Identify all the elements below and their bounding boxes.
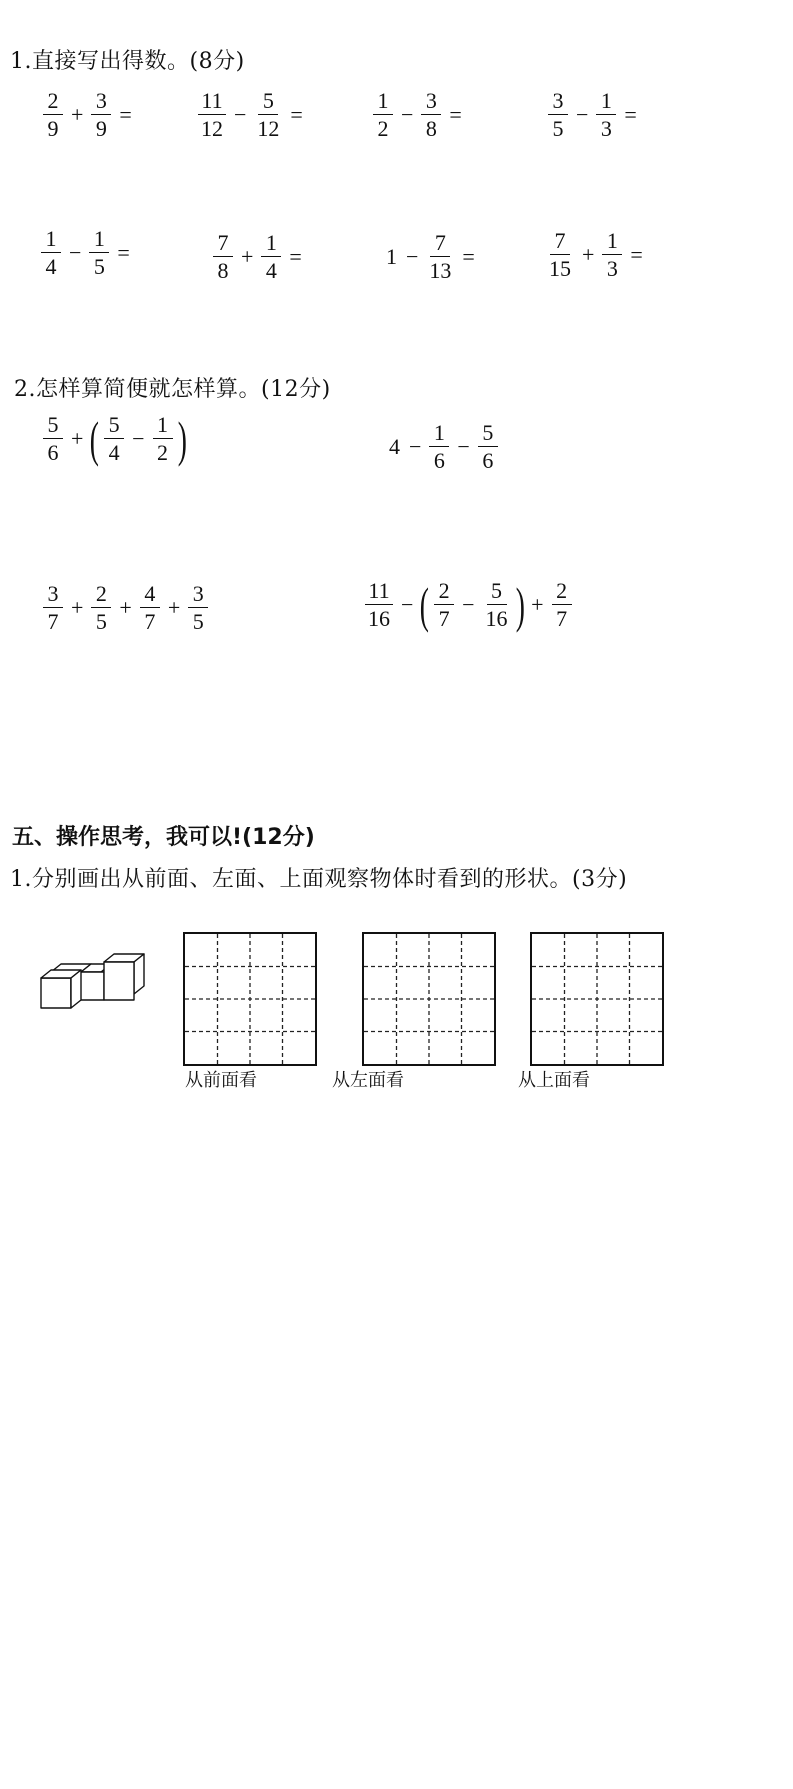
numerator: 11 bbox=[198, 90, 225, 115]
fraction bbox=[254, 90, 282, 140]
fraction bbox=[104, 414, 124, 464]
numerator: 2 bbox=[552, 580, 572, 605]
operator: − bbox=[457, 434, 470, 459]
fraction bbox=[548, 90, 568, 140]
fraction bbox=[434, 580, 454, 630]
numerator: 1 bbox=[596, 90, 616, 115]
fraction bbox=[43, 583, 63, 633]
fraction bbox=[91, 90, 111, 140]
numerator: 1 bbox=[602, 230, 622, 255]
operator: + bbox=[531, 592, 544, 617]
denominator: 3 bbox=[606, 256, 618, 281]
fraction bbox=[602, 230, 622, 280]
q1-expr-4 bbox=[545, 90, 642, 140]
operator: − bbox=[576, 102, 589, 127]
q1-heading: 1.直接写出得数。(8分) bbox=[10, 49, 245, 74]
denominator: 5 bbox=[552, 116, 564, 141]
fraction bbox=[188, 583, 208, 633]
operator: = bbox=[289, 244, 302, 269]
q1-expr-5 bbox=[38, 228, 135, 278]
operator: = bbox=[449, 102, 462, 127]
denominator: 7 bbox=[47, 609, 59, 634]
q1-expr-1 bbox=[40, 90, 137, 140]
numerator: 2 bbox=[434, 580, 454, 605]
integer: 1 bbox=[386, 244, 397, 269]
numerator: 3 bbox=[548, 90, 568, 115]
q1-expr-8 bbox=[543, 230, 648, 280]
denominator: 2 bbox=[377, 116, 389, 141]
numerator: 1 bbox=[429, 422, 449, 447]
q1-expr-7 bbox=[382, 232, 480, 282]
denominator: 9 bbox=[47, 116, 59, 141]
denominator: 4 bbox=[45, 254, 57, 279]
operator: = bbox=[119, 102, 132, 127]
fraction bbox=[153, 414, 173, 464]
fraction bbox=[91, 583, 111, 633]
denominator: 6 bbox=[482, 448, 494, 473]
denominator: 5 bbox=[93, 254, 105, 279]
fraction bbox=[89, 228, 109, 278]
denominator: 16 bbox=[485, 606, 508, 631]
operator: + bbox=[71, 595, 84, 620]
denominator: 13 bbox=[429, 258, 452, 283]
operator: − bbox=[401, 102, 414, 127]
denominator: 7 bbox=[556, 606, 568, 631]
denominator: 12 bbox=[257, 116, 280, 141]
fraction bbox=[213, 232, 233, 282]
denominator: 2 bbox=[157, 440, 168, 465]
fraction bbox=[373, 90, 393, 140]
numerator: 5 bbox=[487, 580, 507, 605]
caption-left-view: 从左面看 bbox=[332, 1070, 404, 1091]
operator: − bbox=[462, 592, 475, 617]
operator: + bbox=[71, 102, 84, 127]
operator: + bbox=[167, 595, 181, 620]
section5-title: 五、操作思考，我可以!(12分) bbox=[12, 825, 315, 850]
operator: − bbox=[132, 426, 145, 451]
denominator: 8 bbox=[425, 116, 437, 141]
fraction bbox=[478, 422, 498, 472]
q2-expr-3 bbox=[40, 583, 211, 633]
q2-expr-2 bbox=[385, 422, 501, 472]
numerator: 4 bbox=[140, 583, 160, 608]
caption-front-view: 从前面看 bbox=[185, 1070, 257, 1091]
numerator: 5 bbox=[43, 414, 63, 439]
operator: − bbox=[69, 240, 82, 265]
fraction bbox=[140, 583, 160, 633]
numerator: 5 bbox=[104, 414, 124, 439]
numerator: 5 bbox=[478, 422, 498, 447]
operator: = bbox=[624, 102, 637, 127]
top-view-grid[interactable] bbox=[530, 932, 664, 1066]
parenthesis: ( bbox=[90, 411, 100, 467]
fraction bbox=[426, 232, 454, 282]
fraction bbox=[198, 90, 226, 140]
left-view-grid[interactable] bbox=[362, 932, 496, 1066]
denominator: 8 bbox=[217, 258, 229, 283]
denominator: 12 bbox=[201, 116, 223, 141]
operator: + bbox=[241, 244, 254, 269]
q1-expr-3 bbox=[370, 90, 467, 140]
operator: = bbox=[630, 242, 643, 267]
operator: − bbox=[409, 434, 422, 459]
fraction bbox=[552, 580, 572, 630]
q2-expr-1 bbox=[40, 411, 188, 467]
fraction bbox=[546, 230, 574, 280]
denominator: 7 bbox=[144, 609, 156, 634]
fraction bbox=[41, 228, 61, 278]
denominator: 15 bbox=[549, 256, 571, 281]
denominator: 7 bbox=[438, 606, 450, 631]
parenthesis: ( bbox=[420, 577, 430, 633]
numerator: 1 bbox=[153, 414, 173, 439]
numerator: 1 bbox=[41, 228, 61, 253]
fraction bbox=[429, 422, 449, 472]
numerator: 3 bbox=[188, 583, 208, 608]
numerator: 7 bbox=[213, 232, 233, 257]
numerator: 11 bbox=[365, 580, 392, 605]
denominator: 3 bbox=[600, 116, 612, 141]
cube-figure bbox=[36, 950, 156, 1016]
fraction bbox=[421, 90, 441, 140]
q2-expr-4 bbox=[362, 577, 575, 633]
numerator: 2 bbox=[91, 583, 111, 608]
numerator: 1 bbox=[261, 232, 281, 257]
numerator: 3 bbox=[421, 90, 441, 115]
fraction bbox=[483, 580, 511, 630]
denominator: 16 bbox=[368, 606, 390, 631]
parenthesis: ) bbox=[177, 411, 187, 467]
numerator: 3 bbox=[91, 90, 111, 115]
denominator: 9 bbox=[95, 116, 107, 141]
numerator: 7 bbox=[430, 232, 450, 257]
operator: = bbox=[117, 240, 130, 265]
numerator: 2 bbox=[43, 90, 63, 115]
operator: = bbox=[462, 244, 475, 269]
operator: − bbox=[401, 592, 414, 617]
denominator: 4 bbox=[265, 258, 277, 283]
operator: = bbox=[290, 102, 303, 127]
q2-heading: 2.怎样算简便就怎样算。(12分) bbox=[14, 377, 331, 402]
q1-expr-2 bbox=[195, 90, 308, 140]
integer: 4 bbox=[389, 434, 400, 459]
denominator: 6 bbox=[47, 440, 59, 465]
q1-expr-6 bbox=[210, 232, 307, 282]
fraction bbox=[261, 232, 281, 282]
operator: + bbox=[119, 595, 132, 620]
denominator: 6 bbox=[433, 448, 445, 473]
operator: + bbox=[582, 242, 595, 267]
fraction bbox=[365, 580, 393, 630]
fraction bbox=[596, 90, 616, 140]
front-view-grid[interactable] bbox=[183, 932, 317, 1066]
fraction bbox=[43, 90, 63, 140]
numerator: 3 bbox=[43, 583, 63, 608]
operator: − bbox=[406, 244, 419, 269]
denominator: 5 bbox=[95, 609, 107, 634]
operator: − bbox=[234, 102, 247, 127]
numerator: 1 bbox=[373, 90, 393, 115]
numerator: 5 bbox=[258, 90, 278, 115]
fraction bbox=[43, 414, 63, 464]
numerator: 1 bbox=[89, 228, 109, 253]
parenthesis: ) bbox=[515, 577, 525, 633]
denominator: 5 bbox=[192, 609, 204, 634]
operator: + bbox=[71, 426, 84, 451]
numerator: 7 bbox=[550, 230, 570, 255]
section5-q1-heading: 1.分别画出从前面、左面、上面观察物体时看到的形状。(3分) bbox=[10, 867, 628, 892]
denominator: 4 bbox=[108, 440, 120, 465]
caption-top-view: 从上面看 bbox=[518, 1070, 590, 1091]
